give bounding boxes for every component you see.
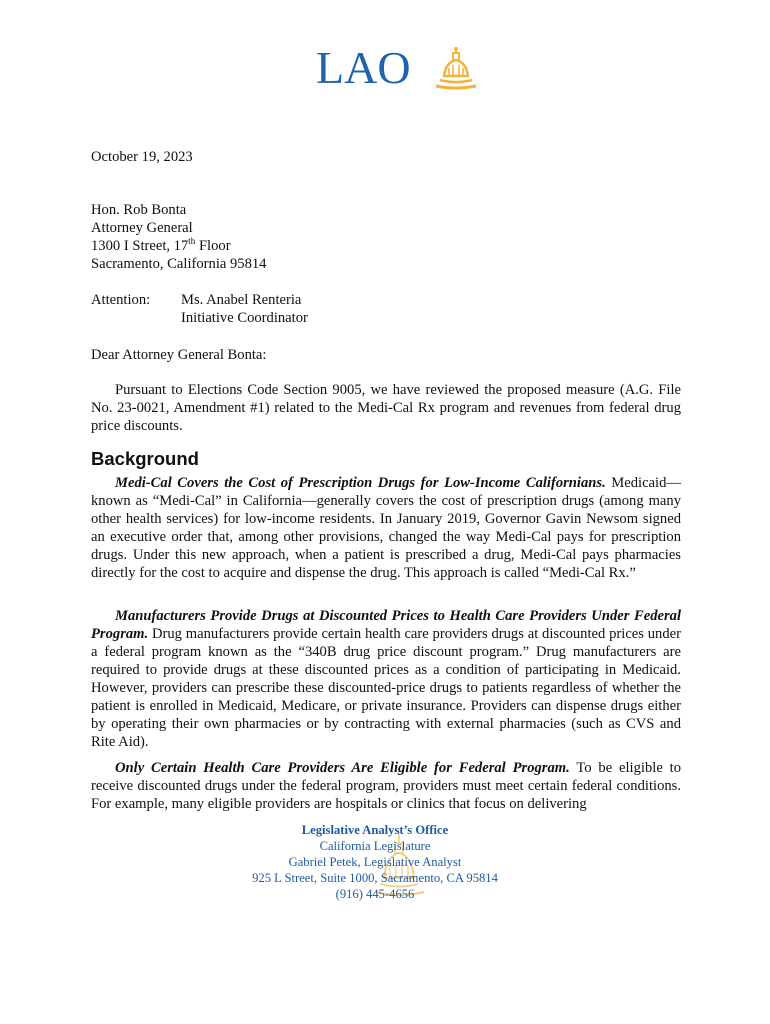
recipient-city: Sacramento, California 95814 (91, 256, 267, 272)
footer-org: Legislative Analyst’s Office (301, 823, 449, 837)
salutation: Dear Attorney General Bonta: (91, 347, 267, 363)
attention-role: Initiative Coordinator (181, 310, 308, 326)
paragraph-medi-cal (91, 474, 681, 582)
paragraph-manufacturers (91, 607, 681, 751)
paragraph-lead: Only Certain Health Care Providers Are Eligible for Federal Program. (115, 760, 570, 776)
footer-phone: (916) 445-4656 (335, 887, 415, 901)
street-floor: Floor (195, 238, 231, 254)
paragraph-body: To be eligible to receive discounted drugs under the federal program, providers must meet certain federal conditions. For example, many eligible providers are hospitals or clinics that focus on delivering (91, 760, 681, 812)
recipient-street (91, 237, 266, 255)
letterhead-footer (230, 822, 520, 902)
intro-paragraph: Pursuant to Elections Code Section 9005, we have reviewed the proposed measure (A.G. File No. 23-0021, Amendment #1) related to the Medi-Cal Rx program and revenues from federal drug price discounts. (91, 382, 681, 434)
paragraph-eligibility (91, 759, 681, 813)
paragraph-body: Drug manufacturers provide certain health care providers drugs at discounted prices under a federal program known as the “340B drug price discount program.” Drug manufacturers are required to provide drugs at these discounted prices as a condition of participating in Medicaid. However, providers can prescribe these discounted-price drugs to patients regardless of whether the patient is enrolled in Medicaid, Medicare, or private insurance. Providers can dispense drugs either by operating their own pharmacies or by contracting with external pharmacies (such as CVS and Rite Aid). (91, 626, 681, 750)
paragraph-body: Medicaid—known as “Medi-Cal” in California—generally covers the cost of prescription drugs (among many other health services) for low-income residents. In January 2019, Governor Gavin Newsom signed an executive order that, among other provisions, changed the way Medi-Cal pays for prescription drugs. Under this new approach, when a patient is prescribed a drug, Medi-Cal pays pharmacies directly for the cost to acquire and dispense the drug. This approach is called “Medi-Cal Rx.” (91, 475, 681, 581)
attention-name: Ms. Anabel Renteria (181, 292, 302, 308)
street-ordinal: th (188, 236, 196, 247)
recipient-name: Hon. Rob Bonta (91, 202, 187, 218)
footer-analyst: Gabriel Petek, Legislative Analyst (288, 855, 462, 869)
paragraph-lead: Manufacturers Provide Drugs at Discounted Prices to Health Care Providers Under Federal Program. (91, 608, 681, 642)
capitol-dome-icon (432, 46, 478, 94)
recipient-title: Attorney General (91, 220, 193, 236)
paragraph-lead: Medi-Cal Covers the Cost of Prescription Drugs for Low-Income Californians. (115, 475, 606, 491)
letter-date: October 19, 2023 (91, 149, 193, 165)
section-heading: Background (91, 448, 199, 469)
lao-logo (316, 42, 478, 94)
recipient-address (91, 201, 266, 273)
attention-label: Attention: (91, 292, 151, 308)
logo-text: LAO (316, 42, 411, 93)
street-main: 1300 I Street, 17 (91, 238, 189, 254)
footer-legislature: California Legislature (319, 839, 431, 853)
footer-address: 925 L Street, Suite 1000, Sacramento, CA 95814 (252, 871, 498, 885)
attention-recipient (181, 291, 308, 327)
